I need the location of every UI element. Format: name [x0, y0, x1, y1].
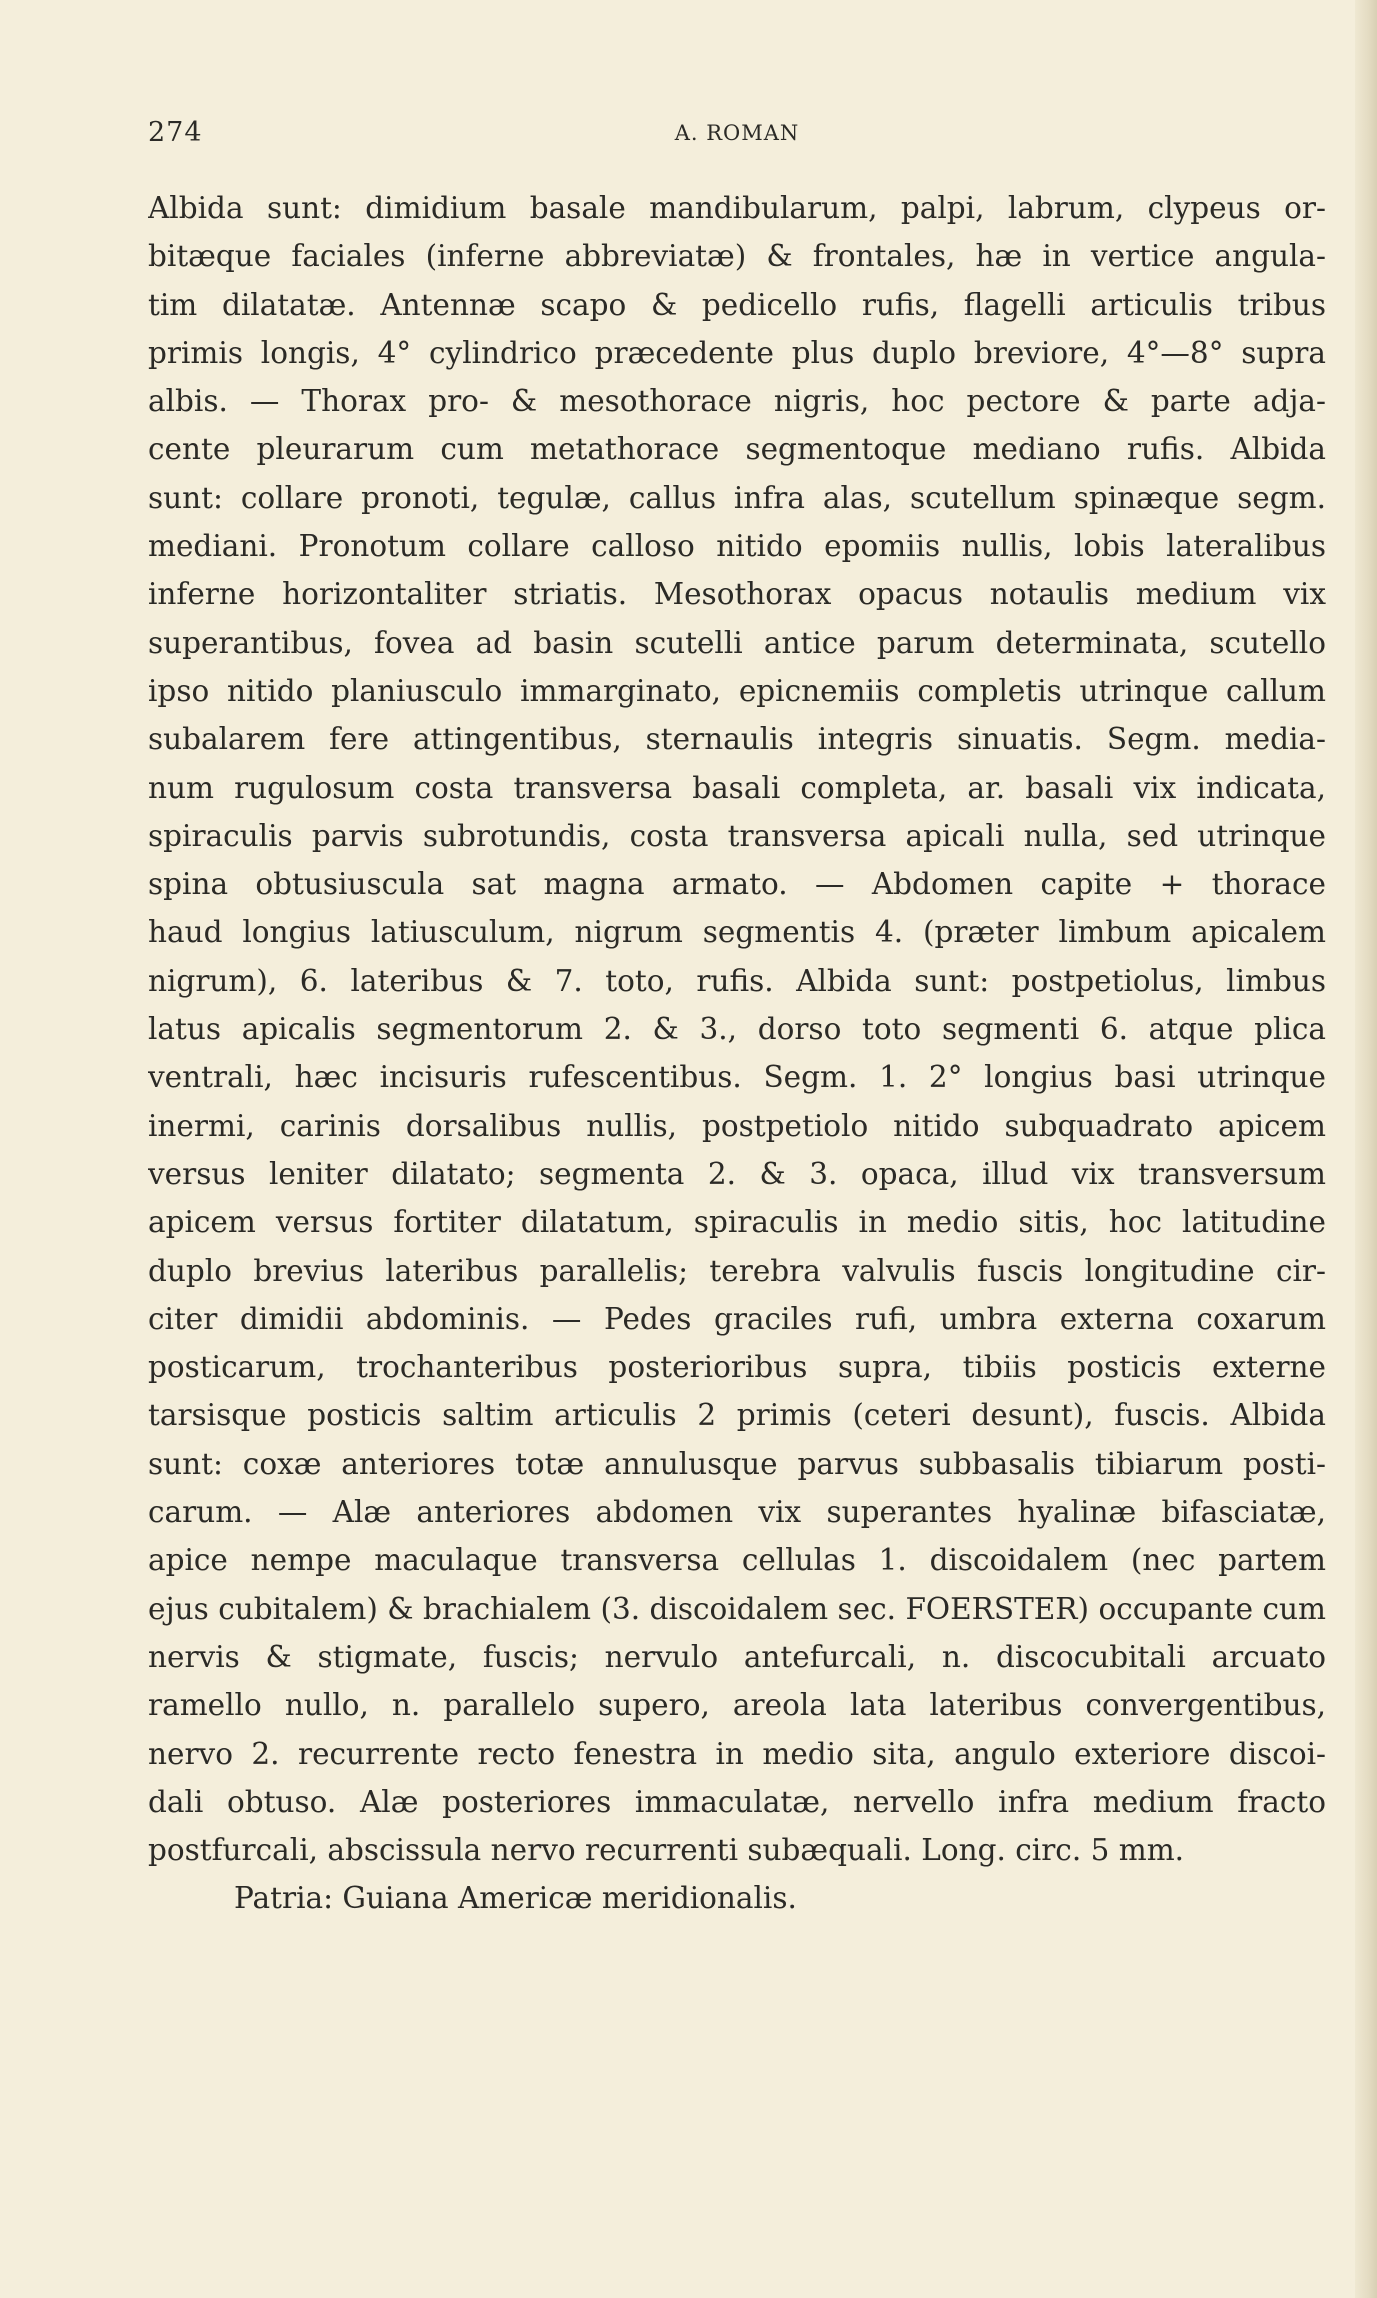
text-line: mediani. Pronotum collare calloso nitido epomiis nullis, lobis lateralibus [148, 529, 1326, 564]
text-line: carum. — Alæ anteriores abdomen vix superantes hyalinæ bifasciatæ, [148, 1495, 1326, 1530]
body-text [148, 184, 1326, 1923]
page-header [148, 117, 1326, 157]
text-line: haud longius latiusculum, nigrum segmentis 4. (præter limbum apicalem [148, 915, 1326, 950]
running-head: A. ROMAN [674, 121, 800, 145]
text-line: inermi, carinis dorsalibus nullis, postpetiolo nitido subquadrato apicem [148, 1108, 1326, 1143]
text-line: versus leniter dilatato; segmenta 2. & 3. opaca, illud vix transversum [148, 1156, 1326, 1191]
text-line: apicem versus fortiter dilatatum, spiraculis in medio sitis, hoc latitudine [148, 1205, 1326, 1240]
text-line: subalarem fere attingentibus, sternaulis integris sinuatis. Segm. media- [148, 722, 1326, 757]
text-line: spina obtusiuscula sat magna armato. — Abdomen capite + thorace [148, 867, 1326, 902]
text-line: tarsisque posticis saltim articulis 2 primis (ceteri desunt), fuscis. Albida [148, 1398, 1326, 1433]
text-line: tim dilatatæ. Antennæ scapo & pedicello rufis, flagelli articulis tribus [148, 287, 1326, 322]
text-line: citer dimidii abdominis. — Pedes graciles rufi, umbra externa coxarum [148, 1301, 1326, 1336]
text-line: num rugulosum costa transversa basali completa, ar. basali vix indicata, [148, 770, 1326, 805]
text-line: cente pleurarum cum metathorace segmentoque mediano rufis. Albida [148, 432, 1326, 467]
text-line: dali obtuso. Alæ posteriores immaculatæ, nervello infra medium fracto [148, 1784, 1326, 1819]
closing-line: Patria: Guiana Americæ meridionalis. [234, 1881, 797, 1916]
text-line: sunt: coxæ anteriores totæ annulusque parvus subbasalis tibiarum posti- [148, 1446, 1326, 1481]
text-line: ramello nullo, n. parallelo supero, areola lata lateribus convergentibus, [148, 1688, 1326, 1723]
text-line: primis longis, 4° cylindrico præcedente plus duplo breviore, 4°—8° supra [148, 335, 1326, 370]
text-line: superantibus, fovea ad basin scutelli antice parum determinata, scutello [148, 625, 1326, 660]
page-edge-shadow [1355, 0, 1377, 2298]
text-line: Albida sunt: dimidium basale mandibularum, palpi, labrum, clypeus or- [148, 191, 1326, 225]
page-number: 274 [148, 117, 203, 148]
text-line: latus apicalis segmentorum 2. & 3., dorso toto segmenti 6. atque plica [148, 1012, 1326, 1047]
text-line: nervis & stigmate, fuscis; nervulo antefurcali, n. discocubitali arcuato [148, 1639, 1326, 1674]
text-line: apice nempe maculaque transversa cellulas 1. discoidalem (nec partem [148, 1543, 1326, 1578]
text-line: bitæque faciales (inferne abbreviatæ) & frontales, hæ in vertice angula- [148, 239, 1326, 274]
text-line: spiraculis parvis subrotundis, costa transversa apicali nulla, sed utrinque [148, 818, 1326, 853]
text-line: duplo brevius lateribus parallelis; terebra valvulis fuscis longitudine cir- [148, 1253, 1326, 1288]
text-line: inferne horizontaliter striatis. Mesothorax opacus notaulis medium vix [148, 577, 1326, 612]
text-line: posticarum, trochanteribus posterioribus supra, tibiis posticis externe [148, 1350, 1326, 1385]
text-line: postfurcali, abscissula nervo recurrenti subæquali. Long. circ. 5 mm. [148, 1833, 1185, 1868]
text-line: nervo 2. recurrente recto fenestra in medio sita, angulo exteriore discoi- [148, 1736, 1326, 1771]
text-line: sunt: collare pronoti, tegulæ, callus infra alas, scutellum spinæque segm. [148, 480, 1326, 515]
text-line: ejus cubitalem) & brachialem (3. discoidalem sec. FOERSTER) occupante cum [148, 1591, 1326, 1626]
text-line: ipso nitido planiusculo immarginato, epicnemiis completis utrinque callum [148, 673, 1326, 708]
text-line: nigrum), 6. lateribus & 7. toto, rufis. Albida sunt: postpetiolus, limbus [148, 963, 1326, 998]
text-line: ventrali, hæc incisuris rufescentibus. Segm. 1. 2° longius basi utrinque [148, 1060, 1326, 1095]
text-line: albis. — Thorax pro- & mesothorace nigris, hoc pectore & parte adja- [148, 384, 1326, 419]
